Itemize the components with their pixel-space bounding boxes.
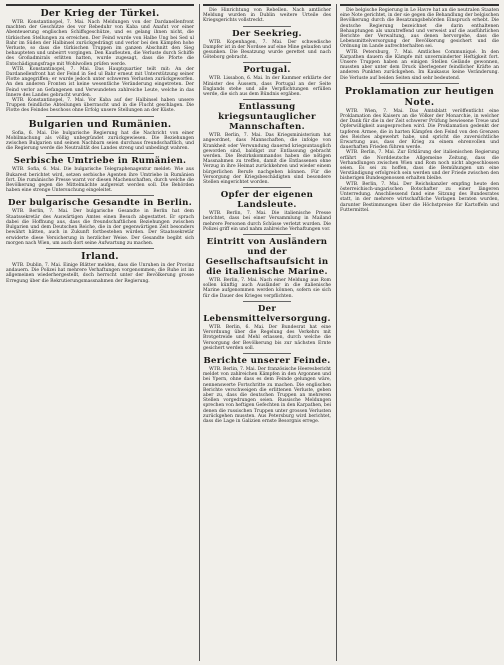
headline-ireland: Irland. xyxy=(81,250,119,262)
article-paragraph: WTB. Berlin, 7. Mai. Die italienische Presse berichtet, dass bei einer Versammlung in Mailand mehrere Personen durch Schüsse verletzt wurden. Die Polizei griff ein und nahm zahlreiche Verhaftungen vor. xyxy=(203,211,331,232)
separator-rule xyxy=(243,353,291,354)
top-rule xyxy=(203,4,331,6)
headline-food-supply: Der Lebensmittelversorgung. xyxy=(203,303,331,324)
separator-rule xyxy=(243,187,291,188)
separator-rule xyxy=(380,83,459,84)
headline-enemy-reports: Berichte unserer Feinde. xyxy=(203,355,331,366)
headline-bulgaria-romania: Bulgarien und Rumänien. xyxy=(28,118,172,130)
article-paragraph: WTB. Berlin, 7. Mai. Der bulgarische Gesandte in Berlin hat dem Staatssekretär des Auswärtigen Amtes einen Besuch abgestattet. Er sprach dabei die Hoffnung aus, dass die freundschaftlichen Beziehungen zwischen Bulgarien und dem Deutschen Reiche, die in der gegenwärtigen Zeit besonders bewährt hätten, auch in Zukunft fortbestehen würden. Der Staatssekretär erwiderte diese Versicherung in herzlicher Weise. Der Gesandte begibt sich morgen nach Wien, um auch dort seine Aufwartung zu machen. xyxy=(6,209,194,246)
article-paragraph: WTB. Berlin, 7. Mai. Zur Erklärung der italienischen Regierung erfährt die Norddeutsche Allgemeine Zeitung, dass die Verhandlungen zwischen Wien und Rom noch nicht abgeschlossen seien. Es sei zu hoffen, dass die Bemühungen um eine Verständigung erfolgreich sein werden und der Friede zwischen den bisherigen Bundesgenossen erhalten bleibe. xyxy=(340,150,499,182)
article-paragraph: WTB. Kopenhagen, 7. Mai. Der schwedische Dampfer ist in der Nordsee auf eine Mine gelaufen und gesunken. Die Besatzung wurde gerettet und nach Göteborg gebracht. xyxy=(203,39,332,61)
article-paragraph: WTB. Wien, 7. Mai. Das Amtsblatt veröffentlicht eine Proklamation des Kaisers an die Völker der Monarchie, in welcher der Dank für die in der Zeit schwerer Prüfung bewiesene Treue und Opferwilligkeit ausgesprochen wird. Die Proklamation gedenkt der tapferen Armee, die in harten Kämpfen den Feind von den Grenzen des Reiches abgewehrt habe, und spricht die zuversichtliche Erwartung aus, dass der Krieg zu einem ehrenvollen und dauerhaften Frieden führen werde. xyxy=(340,108,499,151)
article-paragraph: Die belgische Regierung in Le Havre hat an die neutralen Staaten eine Note gerichtet, in der sie gegen die Behandlung der belgischen Bevölkerung durch die Besatzungsbehörden Einspruch erhebt. Die deutsche Regierung bezeichnet die darin enthaltenen Behauptungen als unzutreffend und verweist auf die ausführlichen Berichte der Verwaltung, aus denen hervorgehe, dass die Lebensmittelversorgung der Bevölkerung gesichert und die Ordnung im Lande aufrechterhalten sei. xyxy=(340,8,499,50)
separator-rule xyxy=(46,195,154,196)
article-paragraph: WTB. Berlin, 7. Mai. Der Reichskanzler empfing heute den österreichisch-ungarischen Botschafter zu einer längeren Unterredung. Anschliessend fand eine Sitzung des Bundesrates statt, in der mehrere wirtschaftliche Vorlagen beraten wurden, darunter Bestimmungen über die Höchstpreise für Kartoffeln und Futtermittel. xyxy=(340,181,499,213)
article-paragraph: WTB. Berlin, 7. Mai. Der französische Heeresbericht meldet von zahlreichen Kämpfen in den Argonnen und bei Ypern, ohne dass es dem Feinde gelungen wäre, nennenswerte Fortschritte zu machen. Die englischen Berichte verschweigen die erlittenen Verluste, geben aber zu, dass die deutschen Truppen an mehreren Stellen vorgedrungen seien. Russische Meldungen sprechen von heftigen Gefechten in den Karpathen, bei denen die russischen Truppen unter grossen Verlusten zurückgehen mussten. Aus Petersburg wird berichtet, dass die Lage in Galizien ernste Besorgnis errege. xyxy=(203,366,331,424)
headline-serbian-intrigues: Serbische Umtriebe in Rumänien. xyxy=(13,156,187,167)
article-paragraph: WTB. Sofia, 6. Mai. Die bulgarische Telegraphenagentur meldet: Wie aus Bukarest berichtet wird, setzen serbische Agenten ihre Umtriebe in Rumänien fort. Die rumänische Presse warnt vor diesen Machenschaften, durch welche die Bevölkerung gegen die Mittelmächte aufgereizt werden soll. Die Behörden haben eine strenge Untersuchung eingeleitet. xyxy=(6,167,194,194)
article-paragraph: WTB. Berlin, 6. Mai. Der Bundesrat hat eine Verordnung über die Regelung des Verkehrs mit Brotgetreide und Mehl erlassen, durch welche die Versorgung der Bevölkerung bis zur nächsten Ernte gesichert werden soll. xyxy=(203,324,331,351)
separator-rule xyxy=(46,153,154,154)
top-rule xyxy=(6,4,194,6)
article-paragraph: WTB. Lissabon, 6. Mai. In der Kammer erklärte der Minister des Äussern, dass Portugal an der Seite Englands stehe und alle Verpflichtungen erfüllen werde, die sich aus dem Bündnis ergäben. xyxy=(203,76,331,98)
article-paragraph: Die Hinrichtung von Rebellen. Nach amtlicher Meldung wurden in Dublin weitere Urteile des Kriegsgerichts vollstreckt. xyxy=(203,8,331,24)
separator-rule xyxy=(243,26,291,27)
headline-bulgarian-envoy: Der bulgarische Gesandte in Berlin. xyxy=(7,198,193,209)
separator-rule xyxy=(243,234,291,235)
headline-proclamation: Proklamation zur heutigen Note. xyxy=(344,85,495,108)
headline-italian-navy: Eintritt von Ausländern und der Gesellschaftsaufsicht in die italienische Marine. xyxy=(205,237,329,278)
headline-portugal: Portugal. xyxy=(243,65,291,76)
top-rule xyxy=(340,4,499,6)
column-right xyxy=(336,4,502,661)
article-paragraph: WTB. Petersburg, 7. Mai. Amtliches Communiqué. In den Karpathen dauern die Kämpfe mit unverminderter Heftigkeit fort. Unsere Truppen haben an einigen Stellen Gelände gewonnen, mussten aber unter dem Druck überlegener feindlicher Kräfte an anderen Punkten zurückgehen. Im Kaukasus keine Veränderung. Die Verluste auf beiden Seiten sind sehr bedeutend. xyxy=(340,49,499,81)
column-left xyxy=(3,4,197,661)
article-paragraph: WTB. Berlin, 7. Mai. Nach einer Meldung aus Rom sollen künftig auch Ausländer in die italienische Marine aufgenommen werden können, sofern sie sich für die Dauer des Krieges verpflichten. xyxy=(203,278,331,299)
separator-rule xyxy=(46,248,154,249)
separator-rule xyxy=(243,301,291,302)
headline-victims: Opfer der eigenen Landsleute. xyxy=(220,190,314,211)
separator-rule xyxy=(46,116,154,117)
article-paragraph: WTB. Konstantinopel, 7. Mai. Vor Kaba auf der Halbinsel haben unsere Truppen feindliche Abteilungen überrascht und in die Flucht geschlagen. Die Flotte des Feindes beschoss ohne Erfolg unsere Stellungen an der Küste. xyxy=(6,98,194,114)
article-paragraph: WTB. Konstantinopel, 7. Mai. Das Hauptquartier teilt mit: An der Dardanellenfront hat der Feind in Sed ul Bahr erneut mit Unterstützung seiner Flotte angegriffen; er wurde jedoch unter schweren Verlusten zurückgeworfen. An den anderen Fronten ist keine wesentliche Veränderung eingetreten. Der Feind verlor an Gefangenen und Verwundeten zahlreiche Leute, welche in das Innere des Landes gebracht wurden. xyxy=(6,66,194,98)
headline-naval-war: Der Seekrieg. xyxy=(232,28,302,39)
headline-turkey-war: Der Krieg der Türkei. xyxy=(40,8,160,19)
article-paragraph: WTB. Berlin, 7. Mai. Das Kriegsministerium hat angeordnet, dass Mannschaften, die infolge von Krankheit oder Verwundung dauernd kriegsuntauglich geworden sind, baldigst zur Entlassung gebracht werden. Die Bezirkskommandos haben die nötigen Massnahmen zu treffen, damit die Entlassenen ohne Verzug in ihre Heimat zurückkehren und wieder einem bürgerlichen Berufe nachgehen können. Für die Versorgung der Kriegsbeschädigten sind besondere Stellen eingerichtet worden. xyxy=(203,133,331,186)
column-middle xyxy=(199,4,334,661)
separator-rule xyxy=(243,99,291,100)
article-paragraph: WTB. Konstantinopel, 7. Mai. Nach Meldungen von der Dardanellenfront machten der Geschütze des vor Rebeduhr von Kaba und Anafut vor einer Abenteuerung englischen Schiffsgeschütze, und es gelang ihnen nicht, die türkischen Stellungen zu erreichen. Der Feind wurde von Halbe Ung bei Sed ul Bahr im Süden der Halbinsel zurückgedrängt und verlor bei den Kämpfen hohe Verluste, so dass die türkischen Truppen im ganzen Abschnitt den Sieg behaupteten und unbeirrt vorgingen. Den Kaufleuten, die Verluste durch Schiffe des Großadmirals erlitten hatten, wurde zugesagt, dass die Pforte die Entschädigungsfrage mit Wohlwollen prüfen werde. xyxy=(6,20,194,67)
headline-discharge: Entlassung kriegsuntauglicher Mannschaften. xyxy=(218,102,316,133)
article-paragraph: WTB. Dublin, 7. Mai. Einige Blätter melden, dass die Unruhen in der Provinz andauern. Die Polizei hat mehrere Verhaftungen vorgenommen; die Ruhe ist im allgemeinen wiederhergestellt, doch herrscht unter der Bevölkerung grosse Erregung über die Rekrutierungsmassnahmen der Regierung. xyxy=(6,262,194,284)
separator-rule xyxy=(243,62,291,63)
article-paragraph: Sofia, 6. Mai. Die bulgarische Regierung hat die Nachricht von einer Mobilmachung als völlig unbegründet zurückgewiesen. Die Beziehungen zwischen Bulgarien und seinen Nachbarn seien durchaus freundschaftlich, und die Regierung werde die Neutralität des Landes streng und unbedingt wahren. xyxy=(6,130,194,152)
